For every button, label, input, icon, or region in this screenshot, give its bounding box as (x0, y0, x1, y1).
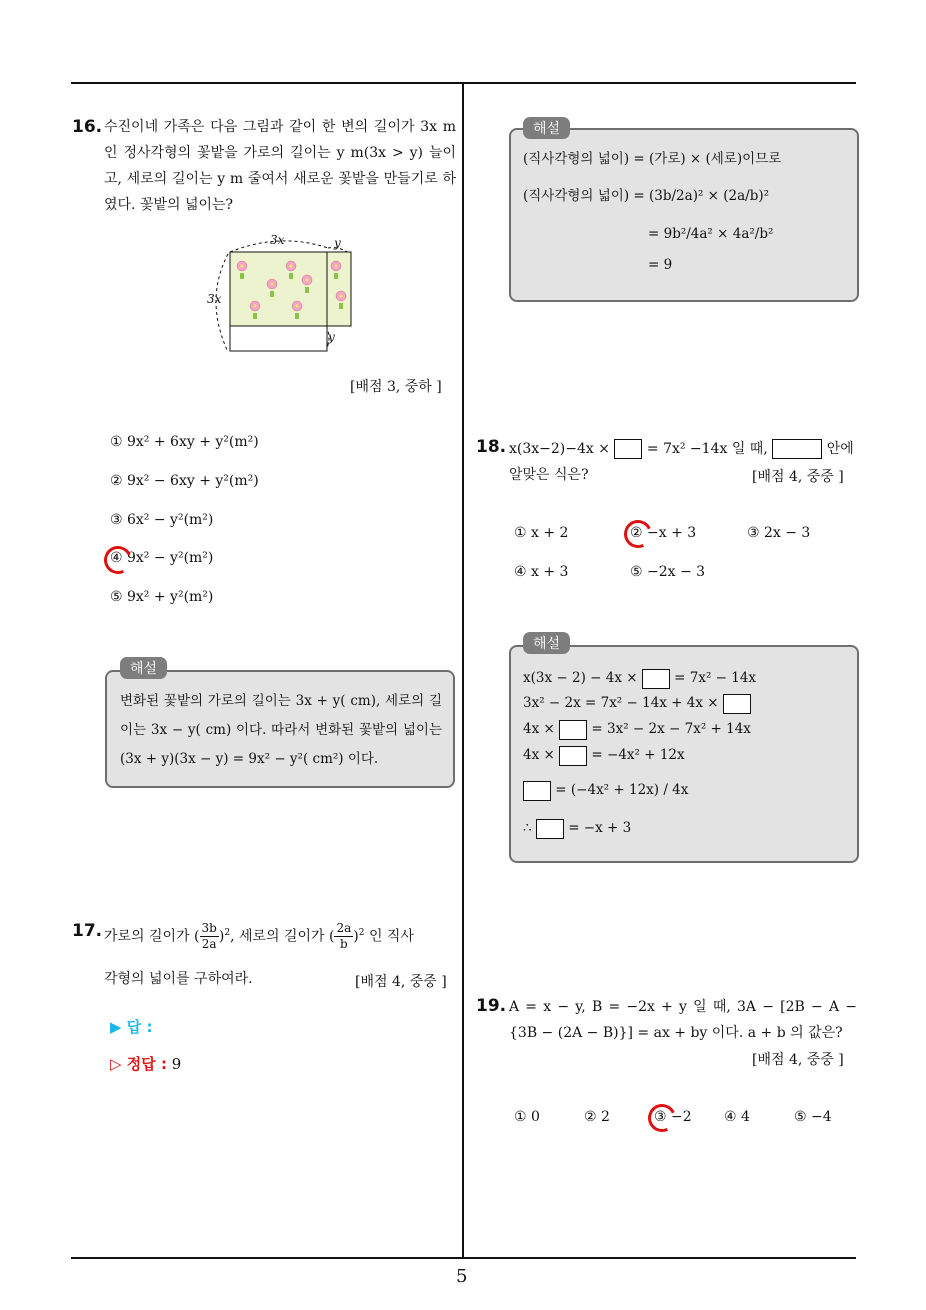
q18-solution-line4 (523, 743, 685, 768)
q18-sol2-left: 3x² − 2x = 7x² − 14x + 4x × (523, 695, 719, 711)
q19-answer-mark (644, 1100, 680, 1136)
bottom-rule (71, 1257, 856, 1259)
q18-solution-line6 (523, 816, 631, 841)
q18-choice-5[interactable]: ⑤ −2x − 3 (630, 564, 706, 580)
q17-solution-line1: (직사각형의 넓이) = (가로) × (세로)이므로 (523, 151, 782, 167)
q18-answer-mark (620, 516, 656, 552)
q17-solution-tag: 해설 (523, 117, 570, 139)
q18-number: 18. (476, 437, 507, 457)
column-divider (462, 84, 464, 1258)
q18-sol1-right: = 7x² − 14x (674, 670, 757, 686)
q17-text-line2: 각형의 넓이를 구하여라. (104, 971, 253, 987)
q19-choice-4[interactable]: ④ 4 (724, 1109, 750, 1125)
q18-sol4-right: = −4x² + 12x (591, 747, 685, 763)
q18-solution-line2 (523, 691, 751, 716)
q18-sol6-blank (536, 819, 564, 839)
q17-frac2-num: 2a (336, 921, 352, 936)
q17-meta: [배점 4, 중중 ] (355, 974, 447, 990)
q18-blank-1 (614, 439, 642, 459)
q17-frac1-den: 2a (201, 937, 217, 952)
q18-meta: [배점 4, 중중 ] (752, 469, 844, 485)
q17-solution-line3: = 9b²/4a² × 4a²/b² (648, 226, 774, 242)
q18-choice-3[interactable]: ③ 2x − 3 (747, 525, 811, 541)
q16-solution-tag: 해설 (120, 657, 167, 679)
q18-sol3-right: = 3x² − 2x − 7x² + 14x (591, 721, 751, 737)
page-number: 5 (456, 1266, 468, 1287)
q17-correct-label: ▷ 정답 : (110, 1055, 167, 1073)
q18-sol1-left: x(3x − 2) − 4x × (523, 670, 638, 686)
q16-choice-4[interactable]: ④ 9x² − y²(m²) (110, 550, 214, 566)
q18-sol3-left: 4x × (523, 721, 555, 737)
q17-correct-value: 9 (171, 1055, 182, 1073)
q16-choice-1[interactable]: ① 9x² + 6xy + y²(m²) (110, 434, 259, 450)
q17-solution-line2: (직사각형의 넓이) = (3b/2a)² × (2a/b)² (523, 188, 770, 204)
q16-choice-3[interactable]: ③ 6x² − y²(m²) (110, 512, 214, 528)
q19-meta: [배점 4, 중중 ] (752, 1052, 844, 1068)
q19-choice-2[interactable]: ② 2 (584, 1109, 610, 1125)
q19-number: 19. (476, 996, 507, 1016)
q16-choice-2[interactable]: ② 9x² − 6xy + y²(m²) (110, 473, 259, 489)
q18-solution-line5 (523, 778, 688, 803)
q18-blank-2 (772, 439, 822, 459)
q19-choice-3[interactable]: ③ −2 (654, 1109, 692, 1125)
q18-sol5-blank (523, 781, 551, 801)
q18-text-b: = 7x² −14x 일 때, (646, 441, 768, 457)
q18-sol6-right: = −x + 3 (568, 820, 632, 836)
q18-sol2-blank (723, 694, 751, 714)
q18-solution-line1 (523, 666, 756, 691)
q17-correct (110, 1053, 181, 1074)
q17-text-c: 인 직사 (368, 928, 414, 945)
fig-label-left: 3x (207, 292, 222, 306)
q18-choice-2[interactable]: ② −x + 3 (630, 525, 697, 541)
q18-text-c: 안에 (826, 441, 854, 457)
q16-answer-mark (100, 542, 136, 578)
q18-sol4-blank (559, 746, 587, 766)
q18-sol4-left: 4x × (523, 747, 555, 763)
q16-solution-text: 변화된 꽃밭의 가로의 길이는 3x + y( cm), 세로의 길이는 3x − y( cm) 이다. 따라서 변화된 꽃밭의 넓이는 (3x + y)(3x − y) = 9x² − y²( cm²) 이다. (120, 693, 442, 767)
q17-text-b: , 세로의 길이가 (230, 928, 325, 945)
q17-text: 가로의 길이가 ( $\frac{3b}{2a}$ )$^2$, 세로의 길이가 ( $\frac{2a}{b}$ )$^2$ 인 직사 (104, 921, 414, 952)
q19-text: A = x − y, B = −2x + y 일 때, 3A − [2B − A − {3B − (2A − B)}] = ax + by 이다. a + b 의 값은? (509, 999, 857, 1041)
fig-label-top: 3x (270, 233, 285, 247)
q19-choice-5[interactable]: ⑤ −4 (794, 1109, 832, 1125)
q18-text-a: x(3x−2)−4x × (509, 441, 610, 457)
q18-choice-1[interactable]: ① x + 2 (514, 525, 569, 541)
fig-label-topright: y (334, 236, 341, 250)
q16-number: 16. (72, 117, 103, 137)
q17-number: 17. (72, 921, 103, 941)
q18-sol5-right: = (−4x² + 12x) / 4x (555, 782, 689, 798)
q18-choice-4[interactable]: ④ x + 3 (514, 564, 569, 580)
q18-sol6-left: ∴ (523, 820, 532, 836)
fig-label-bottom: y (328, 330, 335, 344)
q19-choice-1[interactable]: ① 0 (514, 1109, 540, 1125)
q17-answer-label[interactable]: ▶ 답 : (110, 1018, 153, 1036)
q16-choice-5[interactable]: ⑤ 9x² + y²(m²) (110, 589, 214, 605)
q18-sol1-blank (642, 669, 670, 689)
q17-solution-line4: = 9 (648, 257, 673, 273)
q16-text: 수진이네 가족은 다음 그림과 같이 한 변의 길이가 3x m 인 정사각형의 꽃밭을 가로의 길이는 y m(3x > y) 늘이고, 세로의 길이는 y m 줄여서 새로운 꽃밭을 만들기로 하였다. 꽃밭의 넓이는? (104, 119, 456, 213)
q18-text-line2: 알맞은 식은? (509, 467, 589, 483)
q17-frac2-den: b (340, 937, 348, 952)
q17-frac2 (334, 921, 353, 952)
q17-frac1-num: 3b (201, 921, 217, 936)
q16-meta: [배점 3, 중하 ] (350, 379, 442, 395)
q17-frac1 (200, 921, 219, 952)
q18-text (509, 436, 857, 462)
q18-solution-tag: 해설 (523, 632, 570, 654)
q17-text-a: 가로의 길이가 (104, 928, 190, 945)
q18-sol3-blank (559, 720, 587, 740)
q18-solution-line3 (523, 717, 751, 742)
